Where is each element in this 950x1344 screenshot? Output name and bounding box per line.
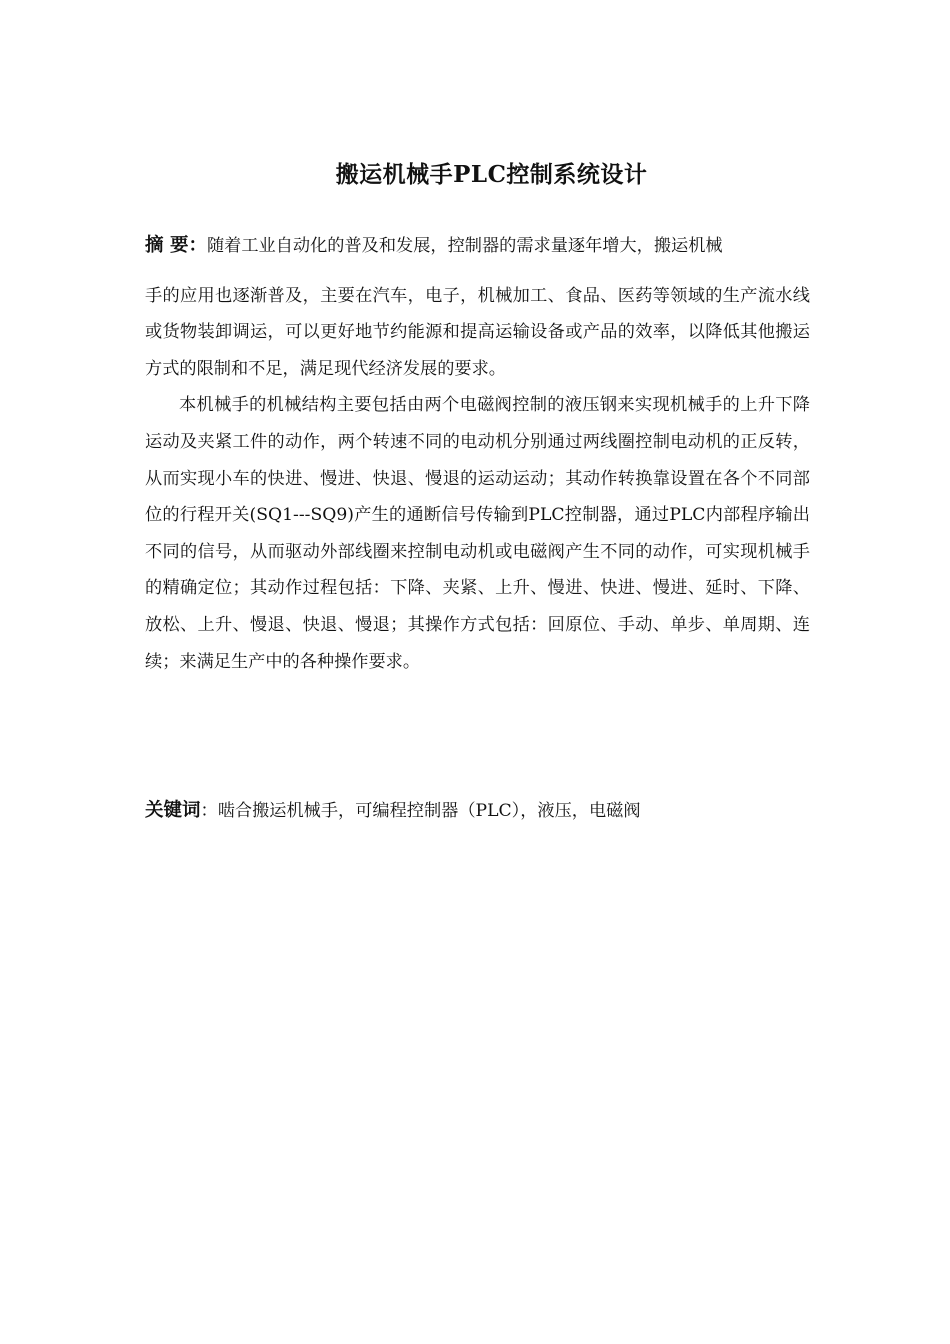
abstract-paragraph-1-rest: 手的应用也逐渐普及，主要在汽车，电子，机械加工、食品、医药等领域的生产流水线或货物装卸调运，可以更好地节约能源和提高运输设备或产品的效率，以降低其他搬运方式的限制和不足，满足现代经济发展的要求。 — [145, 285, 810, 379]
abstract-line-1-text: 随着工业自动化的普及和发展，控制器的需求量逐年增大，搬运机械 — [206, 236, 723, 256]
keywords-label: 关键词 — [145, 800, 201, 821]
abstract-section — [145, 228, 810, 680]
abstract-first-line — [145, 228, 810, 265]
keywords-section — [145, 796, 810, 826]
keywords-text: 啮合搬运机械手，可编程控制器（PLC），液压，电磁阀 — [217, 801, 641, 821]
abstract-paragraph-1 — [145, 228, 810, 387]
document-title: 搬运机械手PLC控制系统设计 — [335, 161, 648, 188]
keywords-colon: ： — [200, 801, 218, 821]
abstract-label: 摘 要： — [145, 235, 207, 256]
abstract-paragraph-2: 本机械手的机械结构主要包括由两个电磁阀控制的液压钢来实现机械手的上升下降运动及夹紧工件的动作，两个转速不同的电动机分别通过两线圈控制电动机的正反转，从而实现小车的快进、慢进、快退、慢退的运动运动；其动作转换靠设置在各个不同部位的行程开关(SQ1---SQ9)产生的通断信号传输到PLC控制器，通过PLC内部程序输出不同的信号，从而驱动外部线圈来控制电动机或电磁阀产生不同的动作，可实现机械手的精确定位；其动作过程包括：下降、夹紧、上升、慢进、快进、慢进、延时、下降、放松、上升、慢退、快退、慢退；其操作方式包括：回原位、手动、单步、单周期、连续；来满足生产中的各种操作要求。 — [145, 395, 810, 672]
